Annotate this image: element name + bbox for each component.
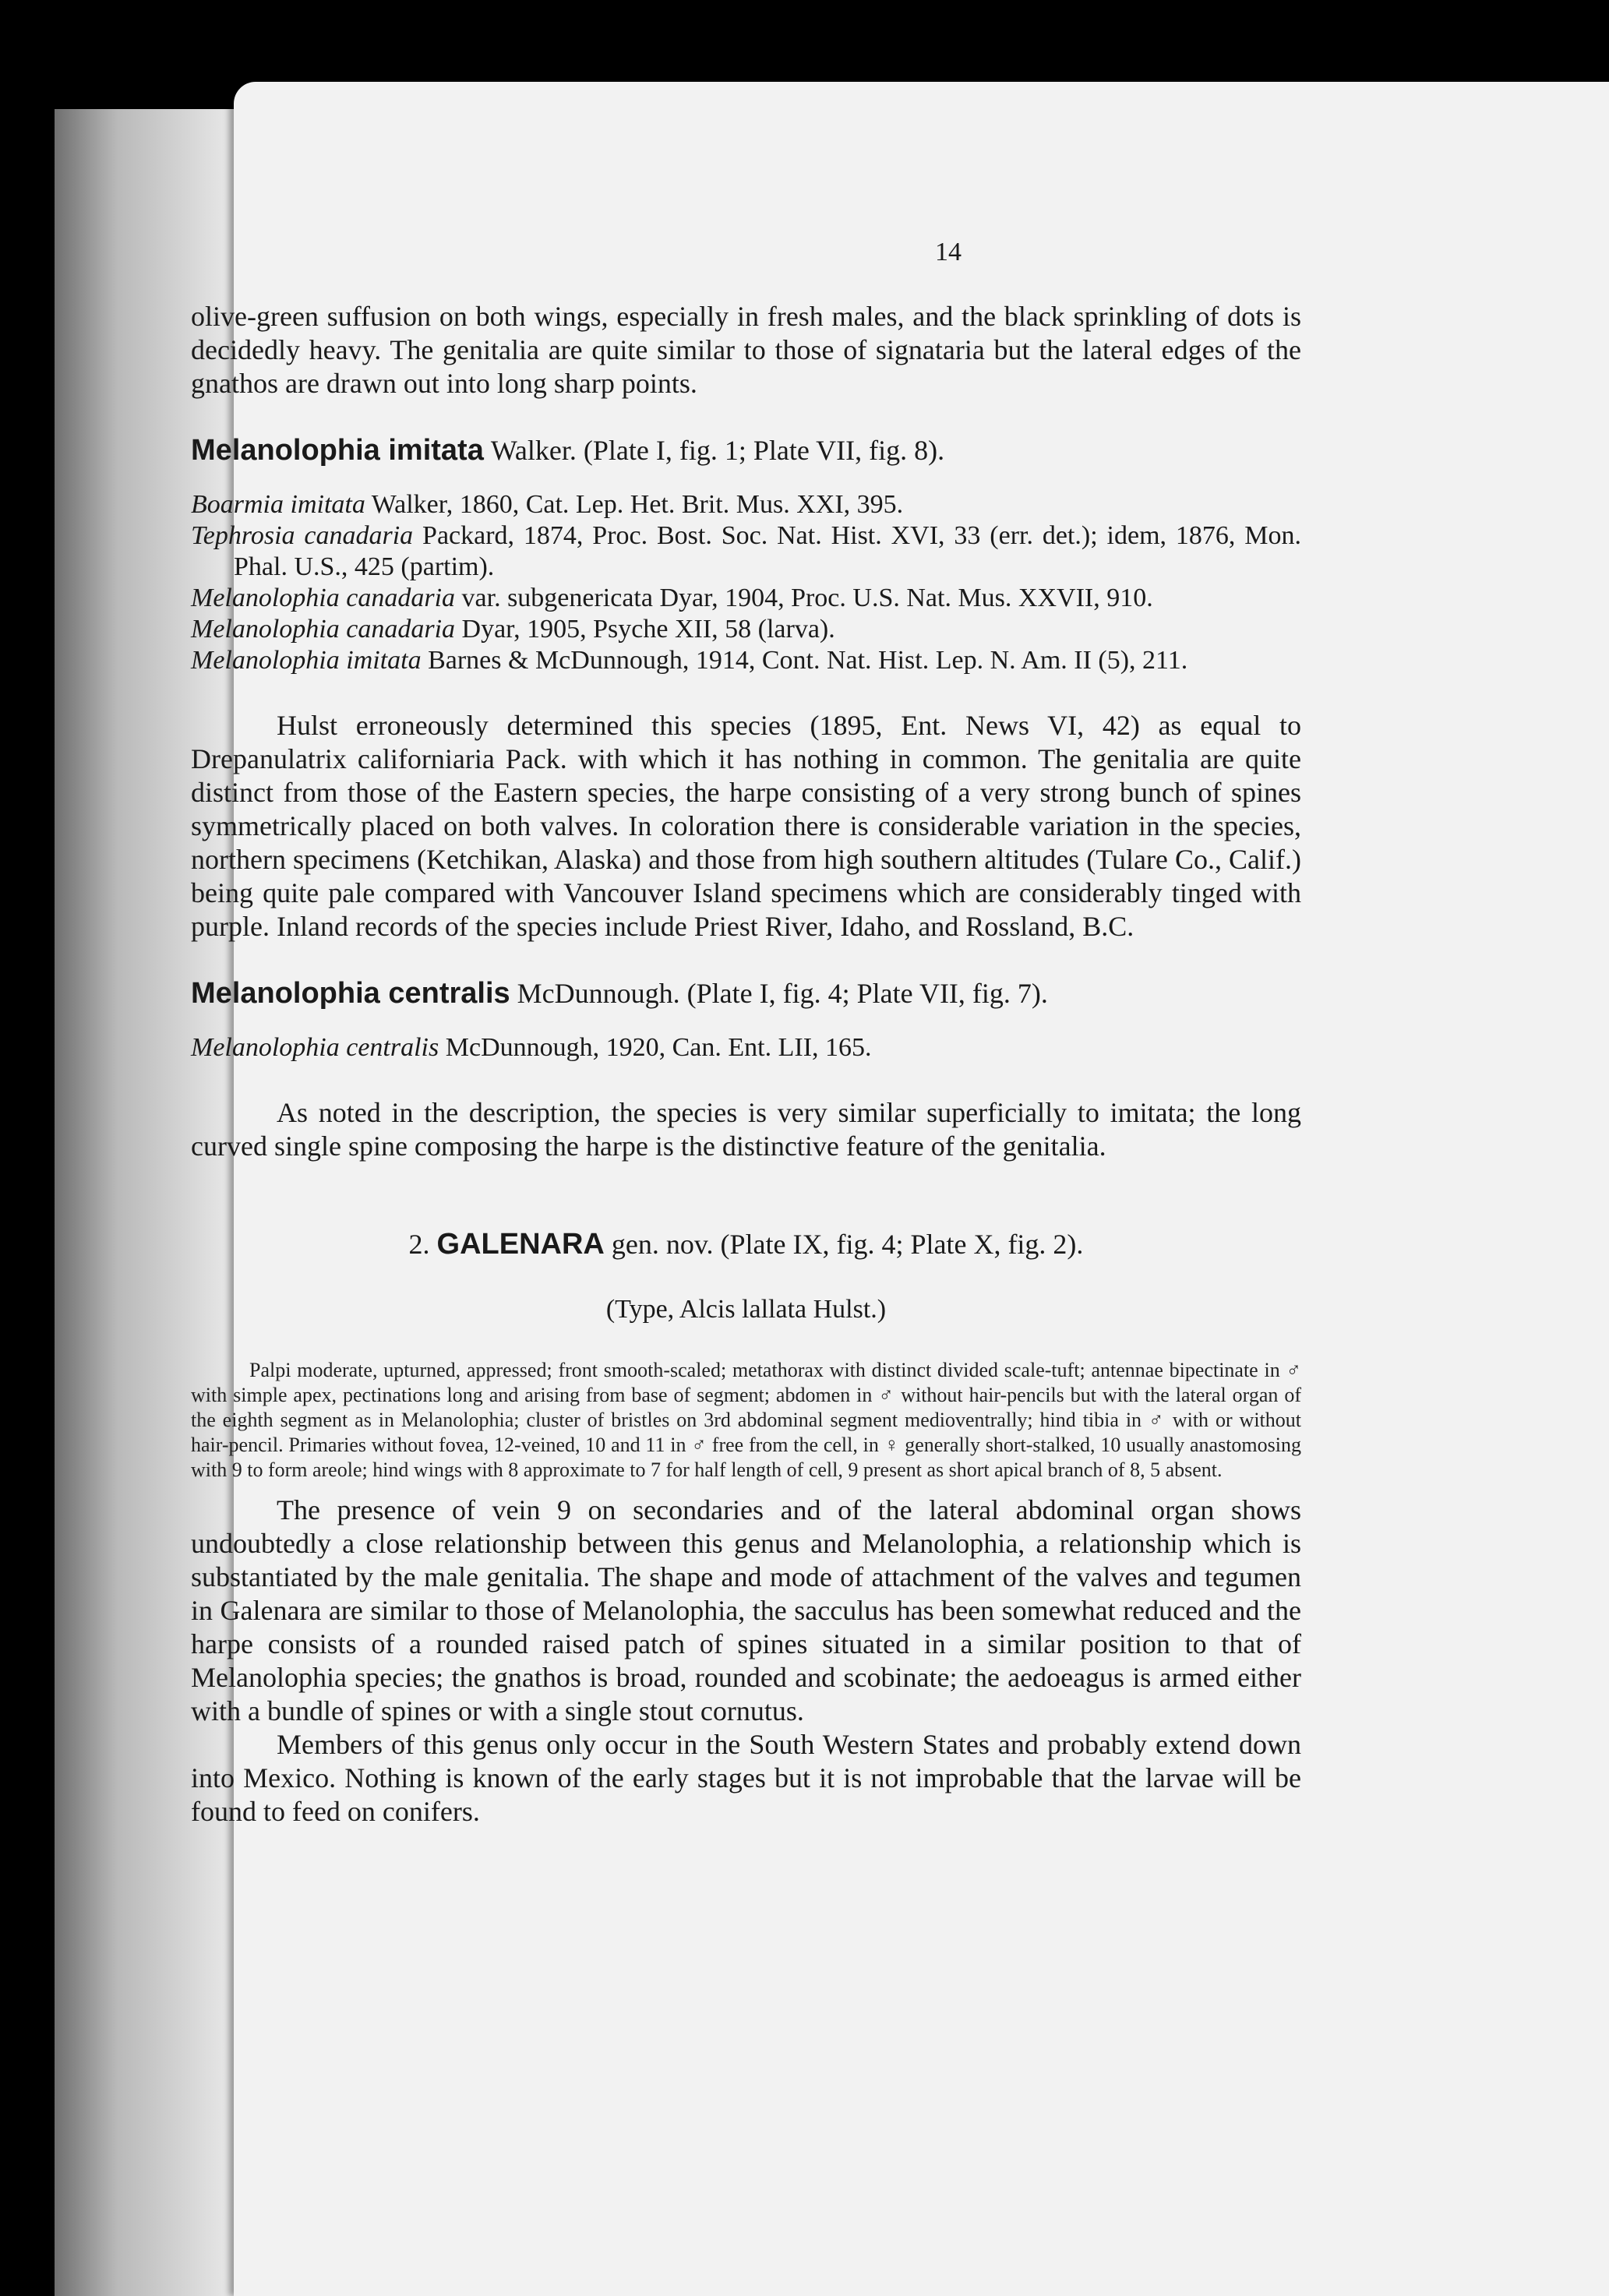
species-plates: (Plate I, fig. 4; Plate VII, fig. 7).	[686, 978, 1048, 1009]
genus-name: GALENARA	[436, 1228, 605, 1261]
synonymy-list-centralis	[191, 1032, 1301, 1063]
genus-diagnosis: Palpi moderate, upturned, appressed; front smooth-scaled; metathorax with distinct divided scale-tuft; antennae bipectinate in ♂ with simple apex, pectinations long and arising from base of segment; abdomen in ♂ without hair-pencils but with the lateral organ of the eighth segment as in Melanolophia; cluster of bristles on 3rd abdominal segment medioventrally; hind tibia in ♂ with or without hair-pencil. Primaries without fovea, 12-veined, 10 and 11 in ♂ free from the cell, in ♀ generally short-stalked, 10 usually anastomosing with 9 to form areole; hind wings with 8 approximate to 7 for half length of cell, 9 present as short apical branch of 8, 5 absent.	[191, 1359, 1301, 1481]
synonym-entry: Melanolophia imitata Barnes & McDunnough, 1914, Cont. Nat. Hist. Lep. N. Am. II (5), 211.	[191, 646, 1188, 675]
species-heading-centralis	[191, 976, 1301, 1010]
page-number: 14	[935, 238, 962, 266]
species-authority: Walker.	[490, 435, 577, 466]
synonym-entry: Melanolophia canadaria Dyar, 1905, Psyche XII, 58 (larva).	[191, 615, 835, 644]
synonym-entry: Melanolophia centralis McDunnough, 1920, Can. Ent. LII, 165.	[191, 1033, 872, 1062]
genus-rest: gen. nov. (Plate IX, fig. 4; Plate X, fig. 2).	[611, 1229, 1084, 1260]
centralis-paragraph: As noted in the description, the species is very similar superficially to imitata; the long curved single spine composing the harpe is the distinctive feature of the genitalia.	[191, 1097, 1301, 1162]
type-species-line: (Type, Alcis lallata Hulst.)	[605, 1295, 887, 1324]
synonym-entry: Melanolophia canadaria var. subgenericata Dyar, 1904, Proc. U.S. Nat. Mus. XXVII, 910.	[191, 584, 1153, 612]
relationship-paragraph: The presence of vein 9 on secondaries and of the lateral abdominal organ shows undoubtedly a close relationship between this genus and Melanolophia, a relationship which is substantiated by the male genitalia. The shape and mode of attachment of the valves and tegumen in Galenara are similar to those of Melanolophia, the sacculus has been somewhat reduced and the harpe consists of a rounded raised patch of spines situated in a similar position to that of Melanolophia species; the gnathos is broad, rounded and scobinate; the aedoeagus is armed either with a bundle of spines or with a single stout cornutus.	[191, 1494, 1301, 1726]
hulst-paragraph: Hulst erroneously determined this species (1895, Ent. News VI, 42) as equal to Drepanulatrix californiaria Pack. with which it has nothing in common. The genitalia are quite distinct from those of the Eastern species, the harpe consisting of a very strong bunch of spines symmetrically placed on both valves. In coloration there is considerable variation in the species, northern specimens (Ketchikan, Alaska) and those from high southern altitudes (Tulare Co., Calif.) being quite pale compared with Vancouver Island specimens which are considerably tinged with purple. Inland records of the species include Priest River, Idaho, and Rossland, B.C.	[191, 710, 1301, 942]
distribution-paragraph: Members of this genus only occur in the South Western States and probably extend down into Mexico. Nothing is known of the early stages but it is not improbable that the larvae will be found to feed on conifers.	[191, 1729, 1301, 1827]
species-name: Melanolophia centralis	[191, 977, 510, 1010]
species-authority: McDunnough.	[517, 978, 680, 1009]
page-content	[191, 300, 1301, 1829]
species-heading-imitata	[191, 433, 1301, 467]
synonymy-list-imitata	[191, 489, 1301, 676]
synonym-entry: Boarmia imitata Walker, 1860, Cat. Lep. Het. Brit. Mus. XXI, 395.	[191, 490, 904, 519]
genus-number: 2.	[408, 1229, 430, 1260]
genus-heading	[191, 1227, 1301, 1261]
synonym-entry: Tephrosia canadaria Packard, 1874, Proc. Bost. Soc. Nat. Hist. XVI, 33 (err. det.); idem, 1876, Mon. Phal. U.S., 425 (partim).	[191, 521, 1301, 581]
species-plates: (Plate I, fig. 1; Plate VII, fig. 8).	[583, 435, 945, 466]
intro-paragraph: olive-green suffusion on both wings, especially in fresh males, and the black sprinkling of dots is decidedly heavy. The genitalia are quite similar to those of signataria but the lateral edges of the gnathos are drawn out into long sharp points.	[191, 301, 1301, 399]
species-name: Melanolophia imitata	[191, 434, 484, 467]
